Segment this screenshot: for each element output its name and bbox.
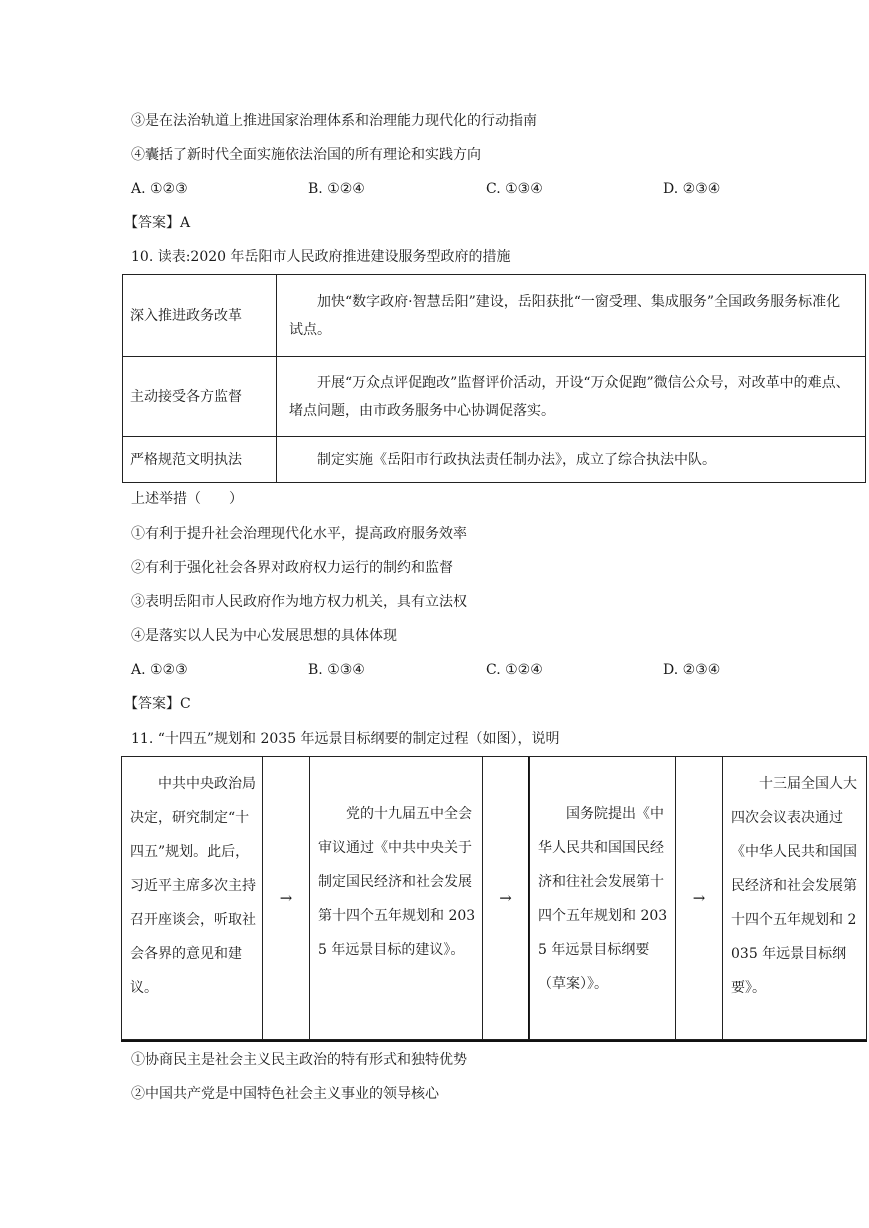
table-row-content: 加快“数字政府·智慧岳阳”建设，岳阳获批“一窗受理、集成服务”全国政务服务标准化试点。: [277, 275, 866, 357]
q9-answer: 【答案】A: [124, 215, 191, 231]
q11-item-1: ①协商民主是社会主义民主政治的特有形式和独特优势: [131, 1052, 467, 1068]
q10-option-d: D. ②③④: [663, 662, 721, 678]
process-step-3: 国务院提出《中华人民共和国国民经济和往社会发展第十四个五年规划和 2035 年远景目标纲要（草案）》。: [529, 756, 676, 1040]
q10-item-2: ②有利于强化社会各界对政府权力运行的制约和监督: [131, 560, 453, 576]
q9-item-4: ④囊括了新时代全面实施依法治国的所有理论和实践方向: [131, 147, 481, 163]
arrow-icon: →: [675, 756, 723, 1040]
table-row-label: 主动接受各方监督: [123, 357, 277, 437]
q10-prompt: 上述举措（ ）: [131, 491, 243, 507]
q10-measures-table: [122, 274, 866, 483]
q10-item-4: ④是落实以人民为中心发展思想的具体体现: [131, 628, 397, 644]
q9-option-d: D. ②③④: [663, 181, 721, 197]
arrow-icon: →: [262, 756, 310, 1040]
q11-process-diagram: [121, 756, 867, 1042]
q10-answer: 【答案】C: [124, 696, 191, 712]
table-row-content: 开展“万众点评促跑改”监督评价活动，开设“万众促跑”微信公众号，对改革中的难点、堵点问题，由市政务服务中心协调促落实。: [277, 357, 866, 437]
q11-stem: 11. “十四五”规划和 2035 年远景目标纲要的制定过程（如图），说明: [131, 731, 560, 747]
q10-option-c: C. ①②④: [486, 662, 543, 678]
process-step-1: 中共中央政治局决定，研究制定“十四五”规划。此后，习近平主席多次主持召开座谈会，听取社会各界的意见和建议。: [121, 756, 263, 1040]
q11-item-2: ②中国共产党是中国特色社会主义事业的领导核心: [131, 1086, 439, 1102]
q10-item-3: ③表明岳阳市人民政府作为地方权力机关，具有立法权: [131, 594, 467, 610]
table-row-label: 深入推进政务改革: [123, 275, 277, 357]
process-step-4: 十三届全国人大四次会议表决通过《中华人民共和国国民经济和社会发展第十四个五年规划和 2035 年远景目标纲要》。: [722, 756, 867, 1040]
table-row: [123, 437, 866, 483]
arrow-icon: →: [482, 756, 530, 1040]
process-step-2: 党的十九届五中全会审议通过《中共中央关于制定国民经济和社会发展第十四个五年规划和 2035 年远景目标的建议》。: [309, 756, 483, 1040]
q10-item-1: ①有利于提升社会治理现代化水平，提高政府服务效率: [131, 526, 467, 542]
q9-option-b: B. ①②④: [308, 181, 365, 197]
q9-option-c: C. ①③④: [486, 181, 543, 197]
q9-option-a: A. ①②③: [131, 181, 188, 197]
q10-option-b: B. ①③④: [308, 662, 365, 678]
table-row-label: 严格规范文明执法: [123, 437, 277, 483]
q9-item-3: ③是在法治轨道上推进国家治理体系和治理能力现代化的行动指南: [131, 113, 537, 129]
diagram-bottom-rule: [121, 1040, 867, 1042]
table-row: [123, 275, 866, 357]
q10-option-a: A. ①②③: [131, 662, 188, 678]
q10-stem: 10. 读表:2020 年岳阳市人民政府推进建设服务型政府的措施: [131, 249, 511, 265]
table-row: [123, 357, 866, 437]
table-row-content: 制定实施《岳阳市行政执法责任制办法》，成立了综合执法中队。: [277, 437, 866, 483]
